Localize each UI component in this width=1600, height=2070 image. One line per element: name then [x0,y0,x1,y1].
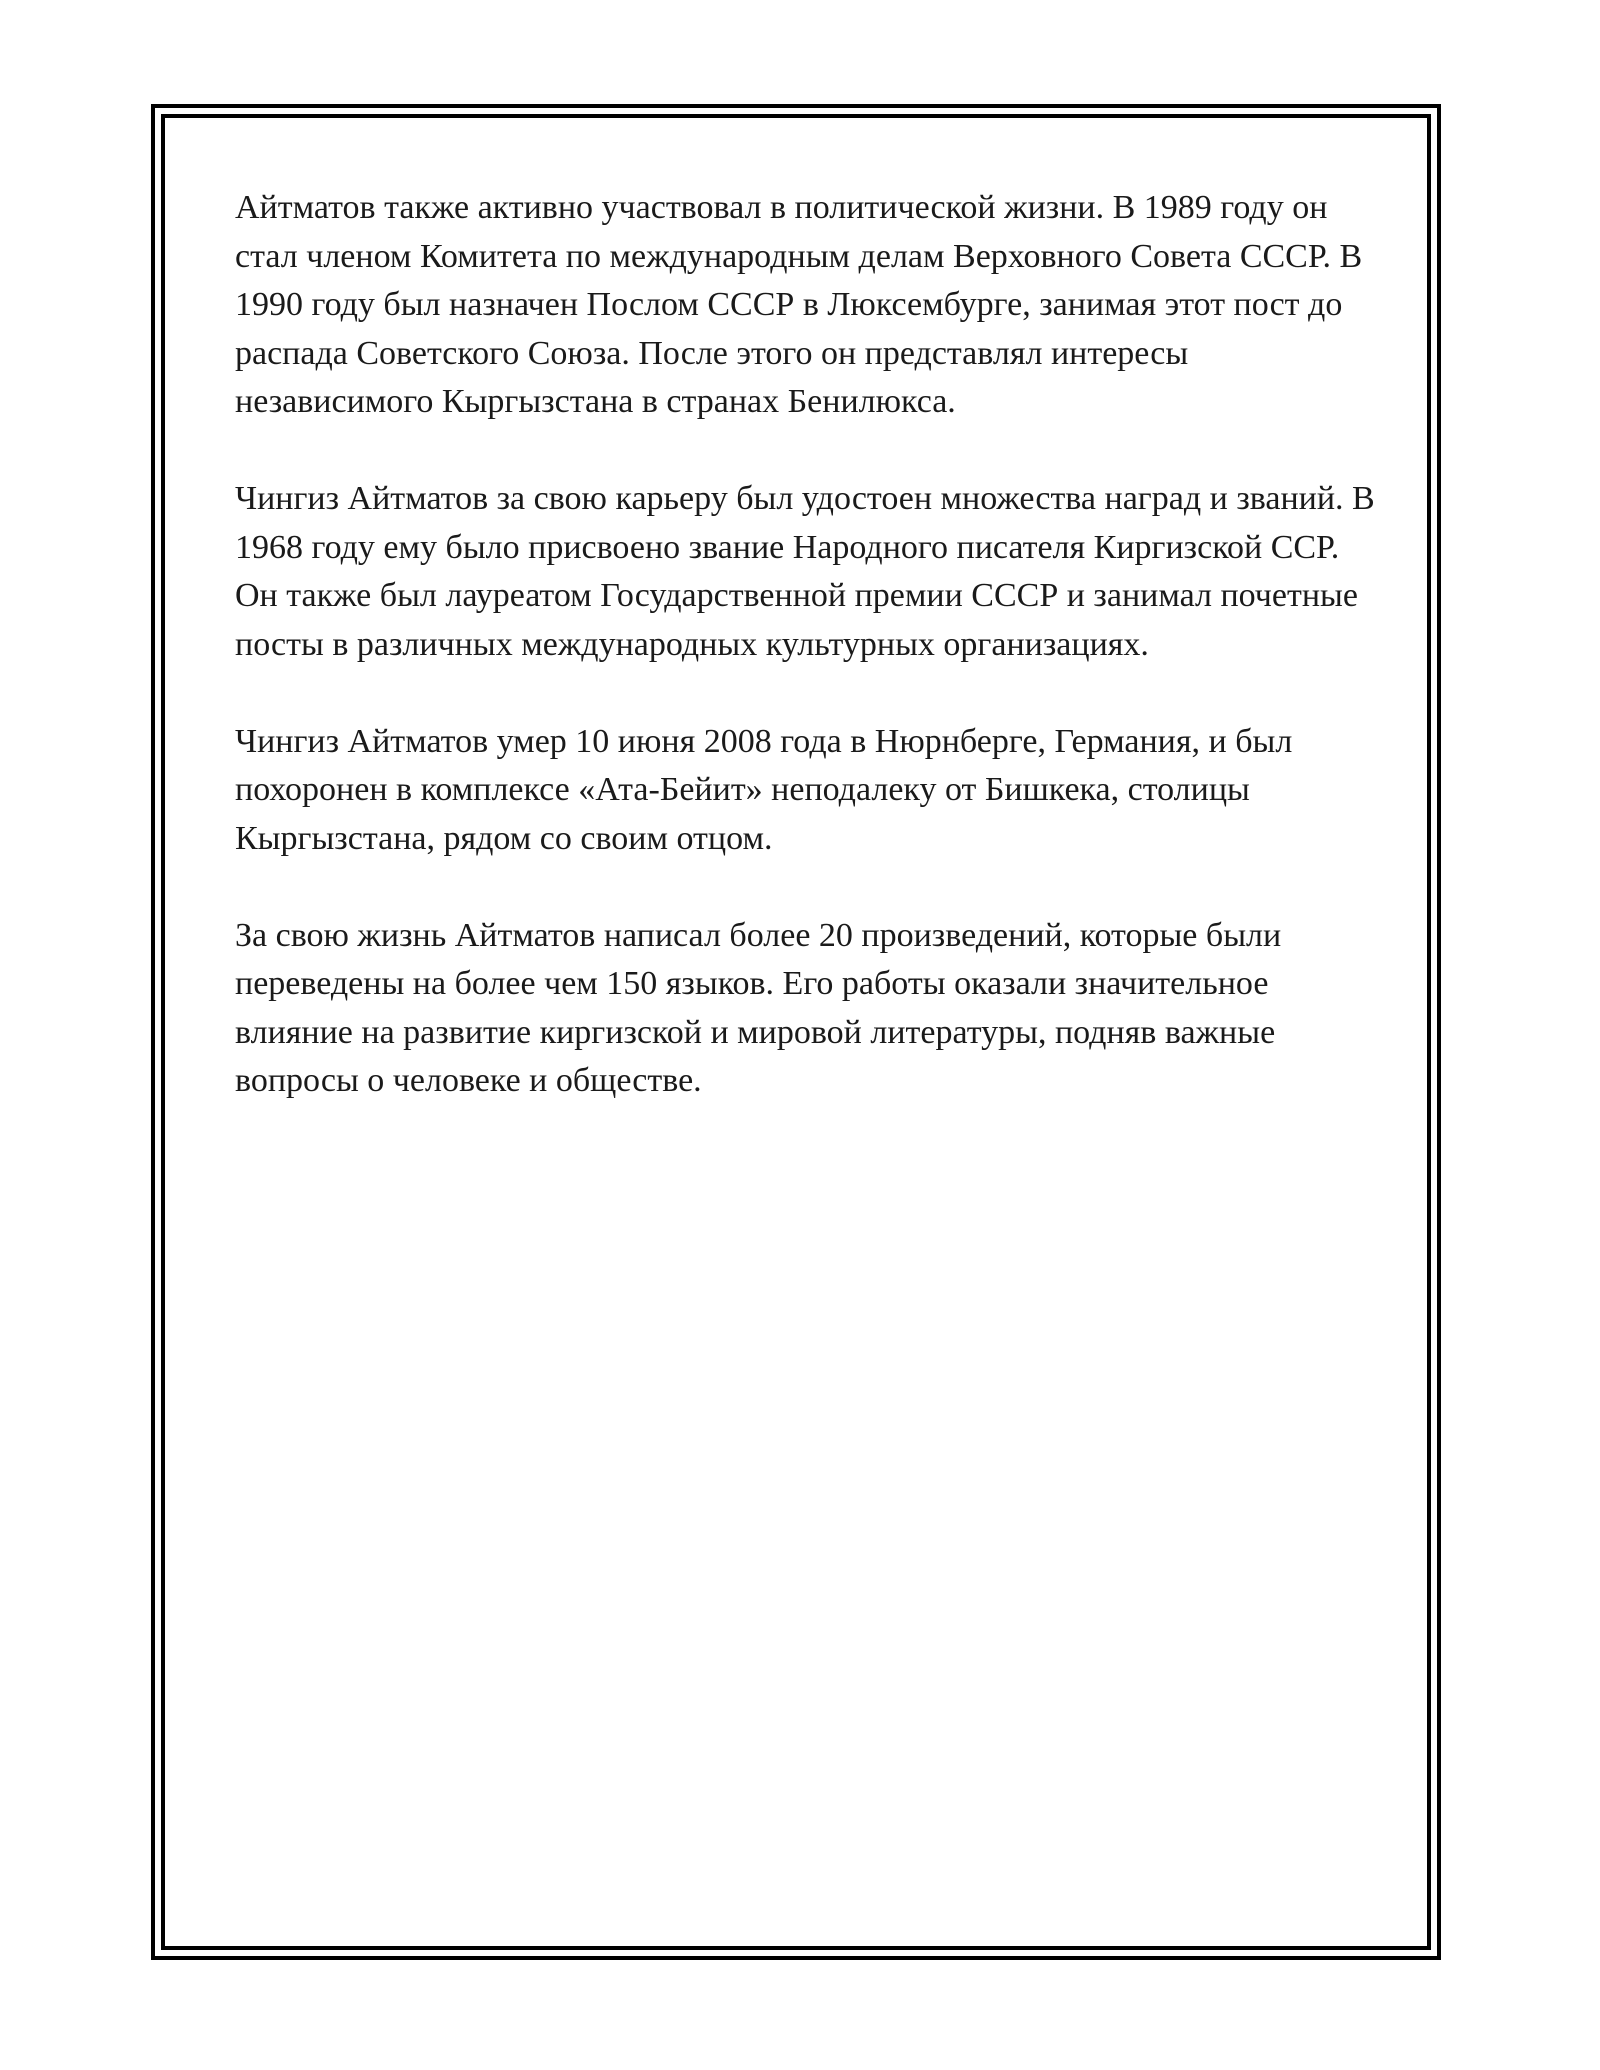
paragraph-political-life: Айтматов также активно участвовал в политической жизни. В 1989 году он стал членом Комитета по международным делам Верховного Совета СССР. В 1990 году был назначен Послом СССР в Люксембурге, занимая этот пост до распада Советского Союза. После этого он представлял интересы независимого Кыргызстана в странах Бенилюкса. [235,189,1363,420]
document-body [235,184,1375,1154]
paragraph-death: Чингиз Айтматов умер 10 июня 2008 года в Нюрнберге, Германия, и был похоронен в комплексе «Ата-Бейит» неподалеку от Бишкека, столицы Кыргызстана, рядом со своим отцом. [235,722,1293,857]
paragraph-legacy: За свою жизнь Айтматов написал более 20 произведений, которые были переведены на более чем 150 языков. Его работы оказали значительное влияние на развитие киргизской и мировой литературы, подняв важные вопросы о человеке и обществе. [235,916,1282,1099]
paragraph-awards: Чингиз Айтматов за свою карьеру был удостоен множества наград и званий. В 1968 году ему было присвоено звание Народного писателя Киргизской ССР. Он также был лауреатом Государственной премии СССР и занимал почетные посты в различных международных культурных организациях. [235,480,1375,663]
